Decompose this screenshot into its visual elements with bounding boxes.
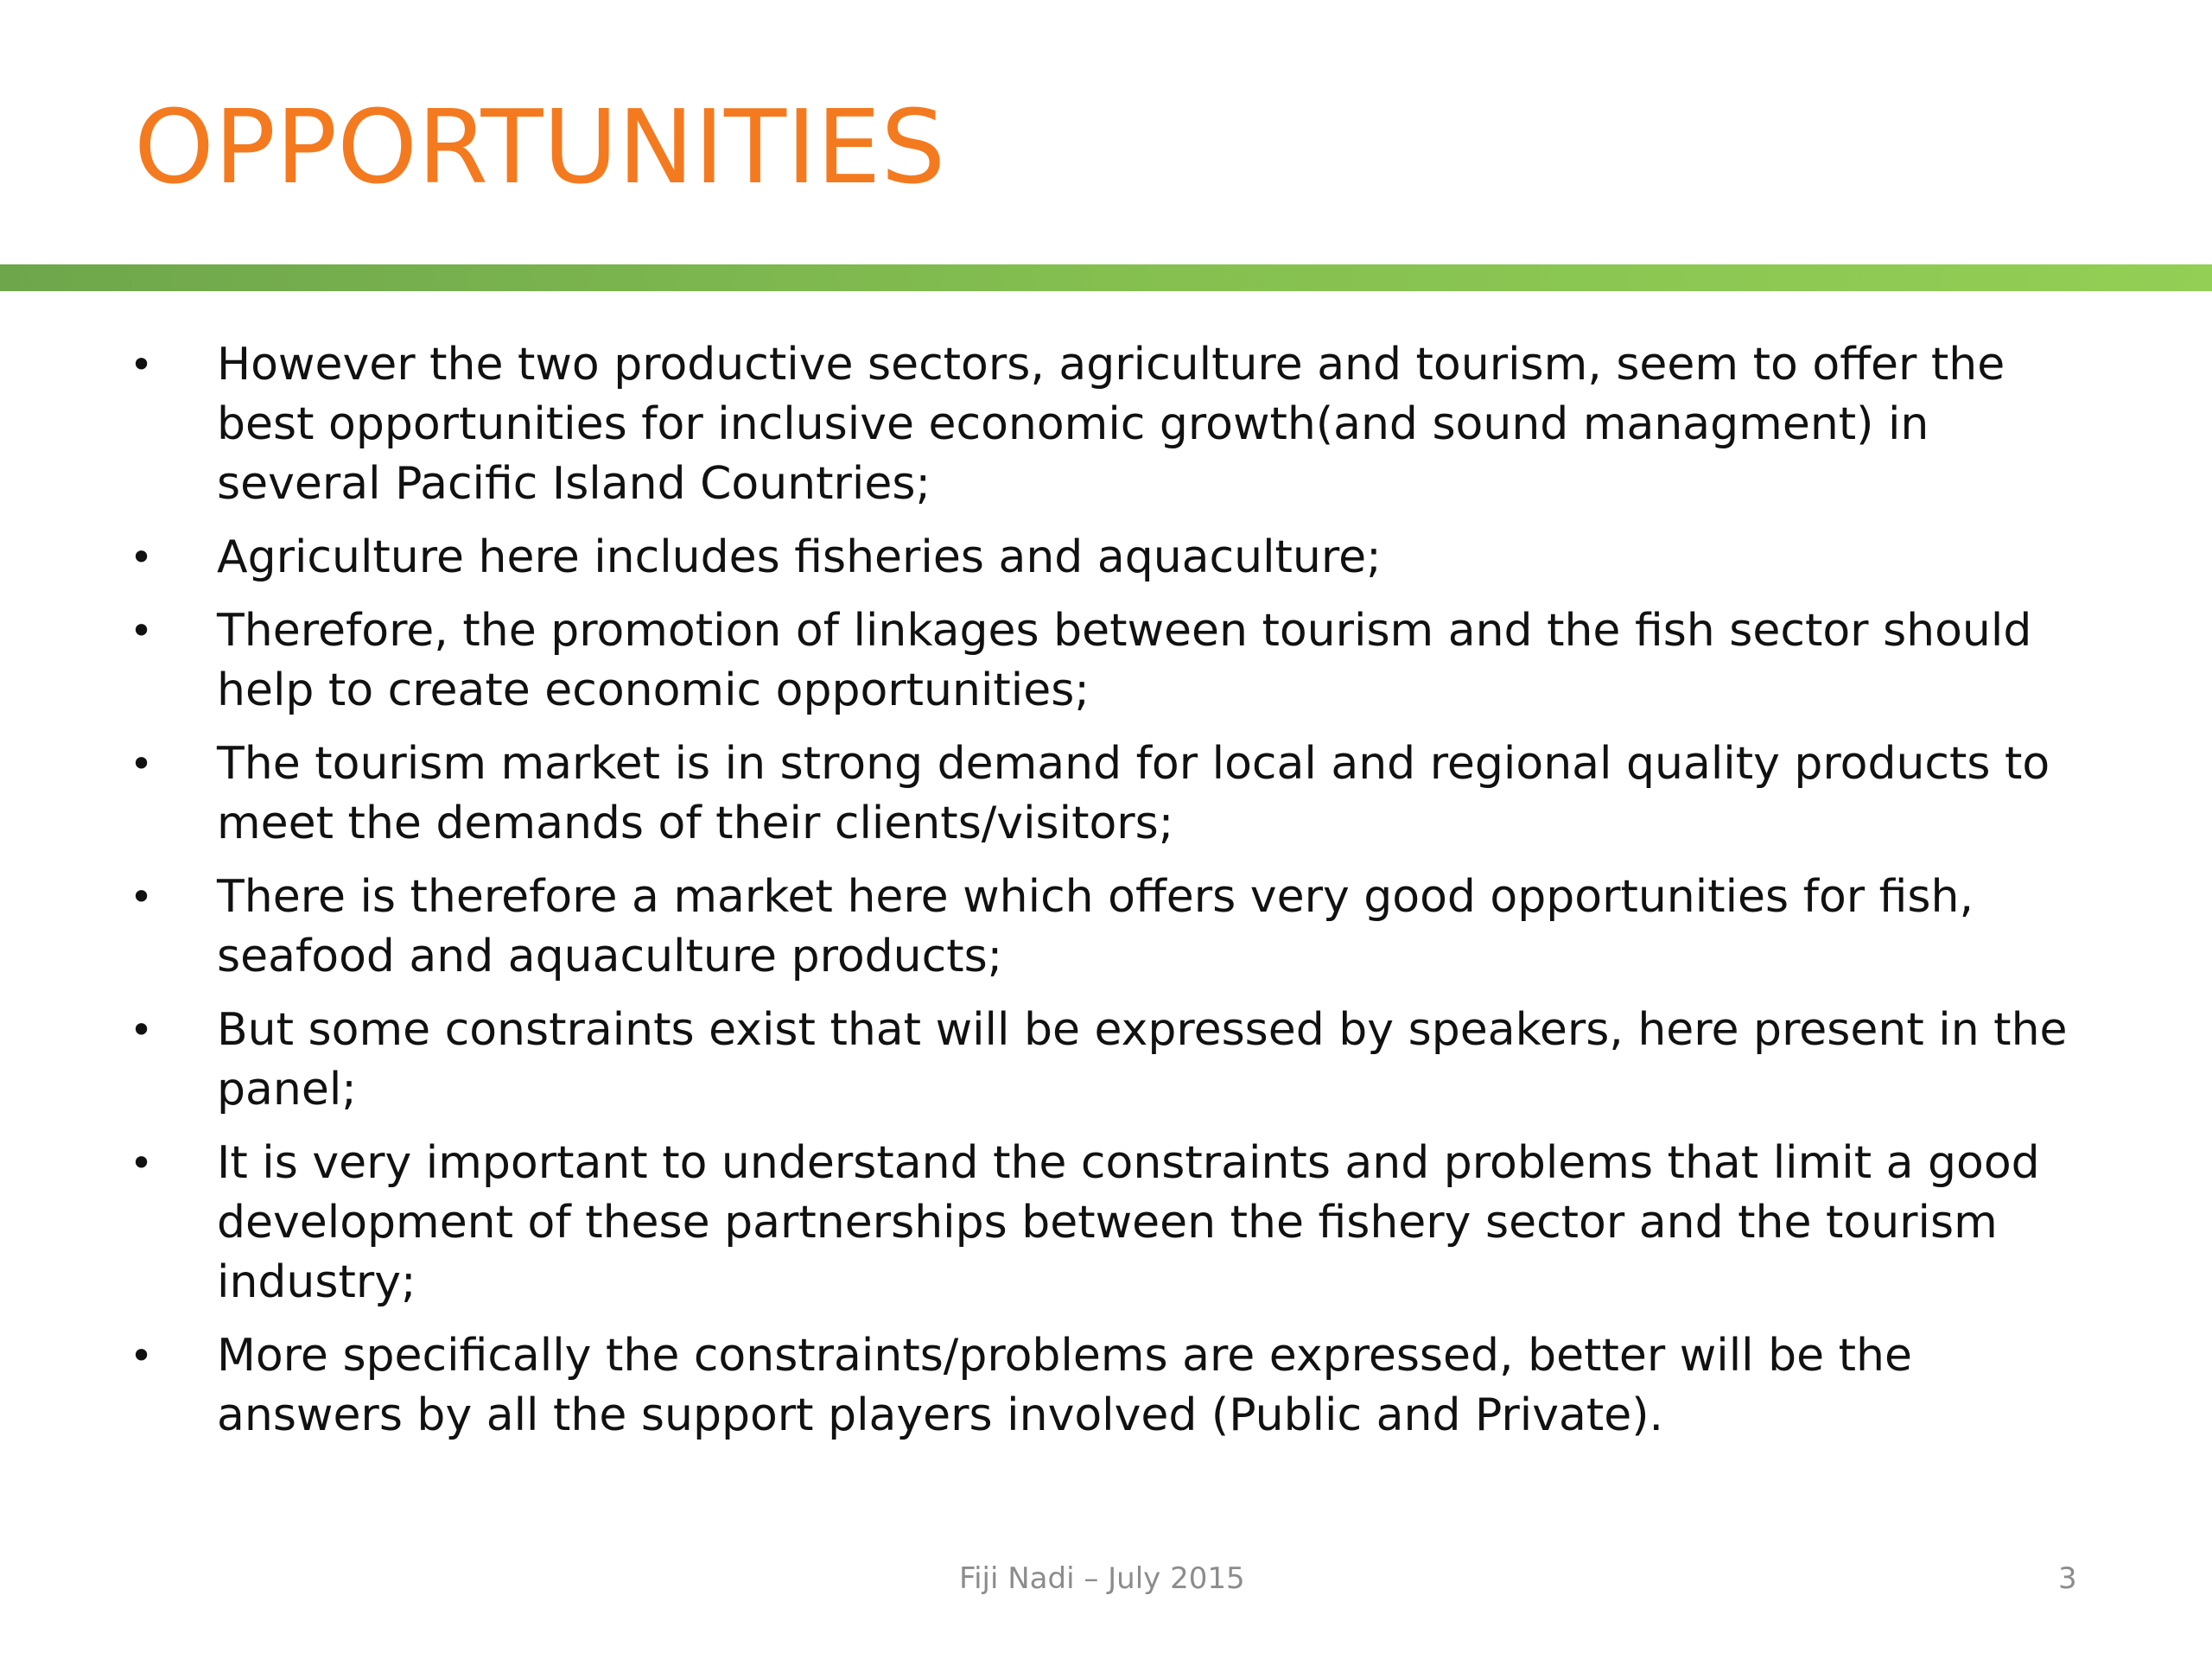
bullet-list bbox=[130, 335, 2082, 1459]
slide-title: OPPORTUNITIES bbox=[134, 87, 946, 207]
bullet-icon: • bbox=[130, 607, 154, 654]
bullet-item bbox=[130, 528, 2082, 588]
bullet-icon: • bbox=[130, 341, 154, 388]
bullet-text: There is therefore a market here which offers very good opportunities for fish, seafood and aquaculture products; bbox=[217, 871, 1974, 982]
bullet-icon: • bbox=[130, 1332, 154, 1379]
bullet-item bbox=[130, 1326, 2082, 1446]
bullet-item bbox=[130, 335, 2082, 514]
slide-footer: Fiji Nadi – July 2015 bbox=[959, 1561, 1245, 1596]
bullet-icon: • bbox=[130, 741, 154, 787]
bullet-text: The tourism market is in strong demand for local and regional quality products to meet the demands of their clients/visitors; bbox=[217, 738, 2050, 849]
bullet-text: It is very important to understand the constraints and problems that limit a good development of these partnerships between the fishery sector and the tourism industry; bbox=[217, 1137, 2040, 1308]
bullet-icon: • bbox=[130, 1007, 154, 1053]
bullet-item bbox=[130, 1001, 2082, 1120]
bullet-item bbox=[130, 734, 2082, 854]
bullet-icon: • bbox=[130, 534, 154, 581]
title-divider bbox=[0, 264, 2212, 291]
bullet-text: More specifically the constraints/problems are expressed, better will be the answers by all the support players involved (Public and Private). bbox=[217, 1330, 1913, 1441]
bullet-item bbox=[130, 1134, 2082, 1313]
bullet-text: However the two productive sectors, agriculture and tourism, seem to offer the best opportunities for inclusive economic growth(and sound managment) in several Pacific Island Countries; bbox=[217, 339, 2005, 510]
bullet-item bbox=[130, 601, 2082, 721]
bullet-text: Agriculture here includes fisheries and aquaculture; bbox=[217, 531, 1382, 583]
bullet-text: But some constraints exist that will be expressed by speakers, here present in the panel; bbox=[217, 1004, 2068, 1116]
bullet-icon: • bbox=[130, 874, 154, 920]
bullet-item bbox=[130, 868, 2082, 987]
bullet-text: Therefore, the promotion of linkages between tourism and the fish sector should help to create economic opportunities; bbox=[217, 605, 2032, 716]
bullet-icon: • bbox=[130, 1140, 154, 1186]
page-number: 3 bbox=[2058, 1561, 2077, 1596]
